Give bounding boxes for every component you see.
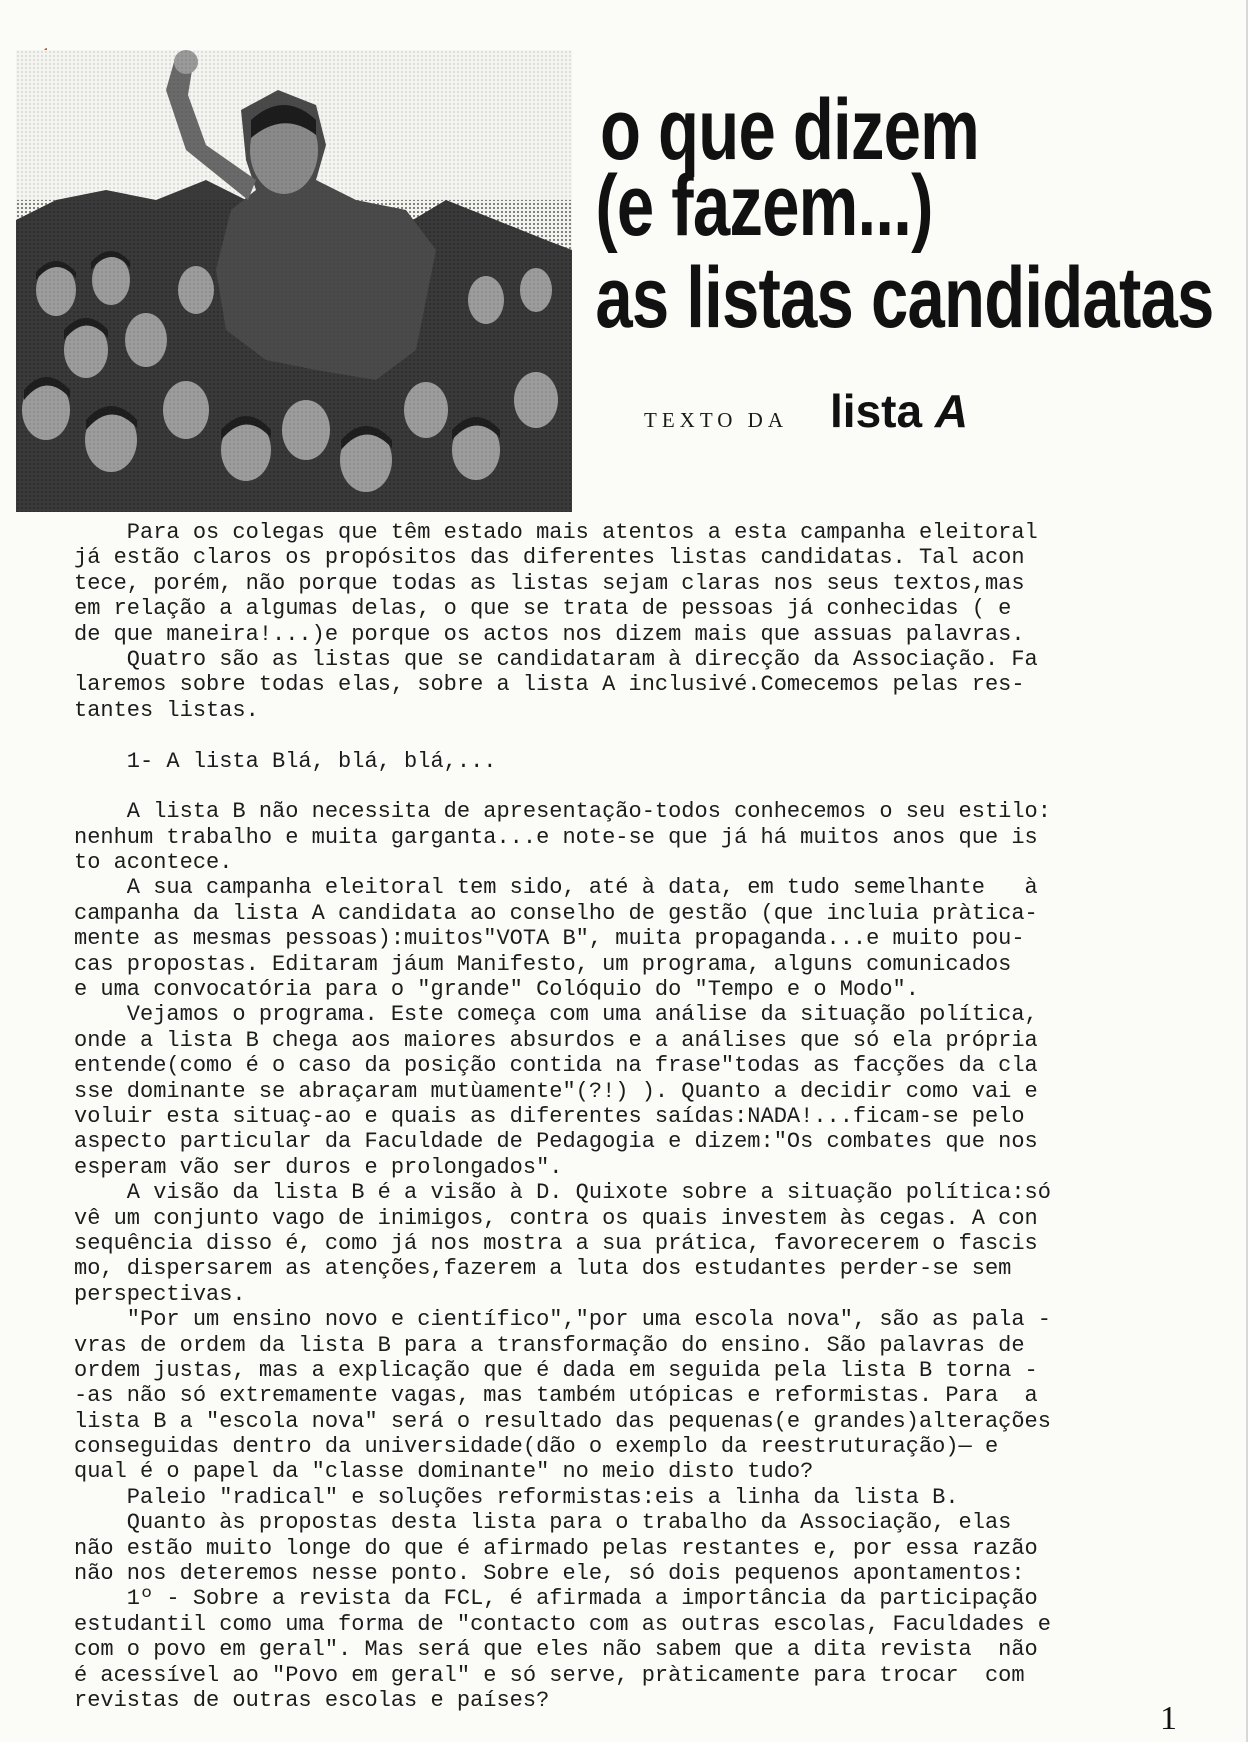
intro-line: já estão claros os propósitos das diferentes listas candidatas. Tal acon [74, 545, 1025, 571]
intro-line: tece, porém, não porque todas as listas sejam claras nos seus textos,mas [74, 570, 1025, 596]
body-line: mo, dispersarem as atenções,fazerem a luta dos estudantes perder-se sem [74, 1256, 1012, 1282]
crowd-photo [16, 50, 572, 512]
headline-line-3: as listas candidatas [595, 250, 1214, 346]
body-line: ordem justas, mas a explicação que é dada em seguida pela lista B torna - [74, 1357, 1038, 1383]
intro-line: tantes listas. [74, 697, 259, 723]
body-line: estudantil como uma forma de "contacto com as outras escolas, Faculdades e [74, 1611, 1051, 1637]
section-heading: 1- A lista Blá, blá, blá,... [74, 748, 497, 774]
body-line: A lista B não necessita de apresentação-todos conhecemos o seu estilo: [74, 799, 1051, 825]
paragraph-gap [74, 723, 1184, 748]
article-body [74, 520, 1184, 1713]
body-line: conseguidas dentro da universidade(dão o exemplo da reestruturação)— e [74, 1434, 999, 1460]
body-line: vê um conjunto vago de inimigos, contra os quais investem às cegas. A con [74, 1205, 1038, 1231]
intro-line: Para os colegas que têm estado mais atentos a esta campanha eleitoral [74, 520, 1038, 545]
page-number: 1 [1160, 1700, 1177, 1737]
subtitle [644, 384, 968, 438]
body-line: perspectivas. [74, 1281, 246, 1307]
body-line: Paleio "radical" e soluções reformistas:eis a linha da lista B. [74, 1484, 959, 1510]
subtitle-list-letter: A [934, 385, 969, 437]
body-line: A visão da lista B é a visão à D. Quixote sobre a situação política:só [74, 1180, 1051, 1206]
body-line: Vejamos o programa. Este começa com uma análise da situação política, [74, 1002, 1038, 1028]
headline [595, 82, 1214, 346]
body-line: entende(como é o caso da posição contida na frase"todas as facções da cla [74, 1053, 1038, 1079]
body-line: mente as mesmas pessoas):muitos"VOTA B", muita propaganda...e muito pou- [74, 926, 1025, 952]
headline-line-1: o que dizem [600, 82, 980, 178]
subtitle-prefix: TEXTO DA [644, 408, 789, 432]
body-line: Quanto às propostas desta lista para o trabalho da Associação, elas [74, 1510, 1012, 1536]
body-line: qual é o papel da "classe dominante" no meio disto tudo? [74, 1459, 814, 1485]
paragraph-gap [74, 774, 1184, 799]
body-line: esperam vão ser duros e prolongados". [74, 1154, 563, 1180]
body-line: to acontece. [74, 850, 233, 876]
body-line: -as não só extremamente vagas, mas também utópicas e reformistas. Para a [74, 1383, 1038, 1409]
intro-line: em relação a algumas delas, o que se trata de pessoas já conhecidas ( e [74, 596, 1012, 622]
subtitle-list-label [830, 384, 968, 438]
body-line: A sua campanha eleitoral tem sido, até à data, em tudo semelhante à [74, 875, 1038, 901]
body-line: onde a lista B chega aos maiores absurdos e a análises que só ela própria [74, 1027, 1038, 1053]
body-line: não nos deteremos nesse ponto. Sobre ele, só dois pequenos apontamentos: [74, 1561, 1025, 1587]
body-line: sse dominante se abraçaram mutùamente"(?!) ). Quanto a decidir como vai e [74, 1078, 1038, 1104]
body-line: revistas de outras escolas e países? [74, 1687, 550, 1713]
body-line: sequência disso é, como já nos mostra a sua prática, favorecerem o fascis [74, 1230, 1038, 1256]
body-line: voluir esta situaç-ao e quais as diferentes saídas:NADA!...ficam-se pelo [74, 1103, 1025, 1129]
body-line: vras de ordem da lista B para a transformação do ensino. São palavras de [74, 1332, 1025, 1358]
body-line: "Por um ensino novo e científico","por uma escola nova", são as pala - [74, 1307, 1051, 1333]
intro-line: Quatro são as listas que se candidataram à direcção da Associação. Fa [74, 646, 1038, 672]
body-line: é acessível ao "Povo em geral" e só serve, pràticamente para trocar com [74, 1662, 1025, 1688]
intro-line: de que maneira!...)e porque os actos nos dizem mais que assuas palavras. [74, 621, 1025, 647]
headline-line-2: (e fazem...) [595, 158, 933, 254]
body-line: lista B a "escola nova" será o resultado das pequenas(e grandes)alterações [74, 1408, 1051, 1434]
body-line: 1º - Sobre a revista da FCL, é afirmada a importância da participação [74, 1586, 1038, 1612]
intro-line: laremos sobre todas elas, sobre a lista A inclusivé.Comecemos pelas res- [74, 672, 1025, 698]
body-line: aspecto particular da Faculdade de Pedagogia e dizem:"Os combates que nos [74, 1129, 1038, 1155]
subtitle-list-word: lista [830, 385, 923, 437]
body-line: não estão muito longe do que é afirmado pelas restantes e, por essa razão [74, 1535, 1038, 1561]
body-line: campanha da lista A candidata ao conselho de gestão (que incluia pràtica- [74, 900, 1038, 926]
body-line: com o povo em geral". Mas será que eles não sabem que a dita revista não [74, 1637, 1038, 1663]
body-line: cas propostas. Editaram jáum Manifesto, um programa, alguns comunicados [74, 951, 1012, 977]
body-line: nenhum trabalho e muita garganta...e note-se que já há muitos anos que is [74, 824, 1038, 850]
body-line: e uma convocatória para o "grande" Colóquio do "Tempo e o Modo". [74, 977, 919, 1003]
